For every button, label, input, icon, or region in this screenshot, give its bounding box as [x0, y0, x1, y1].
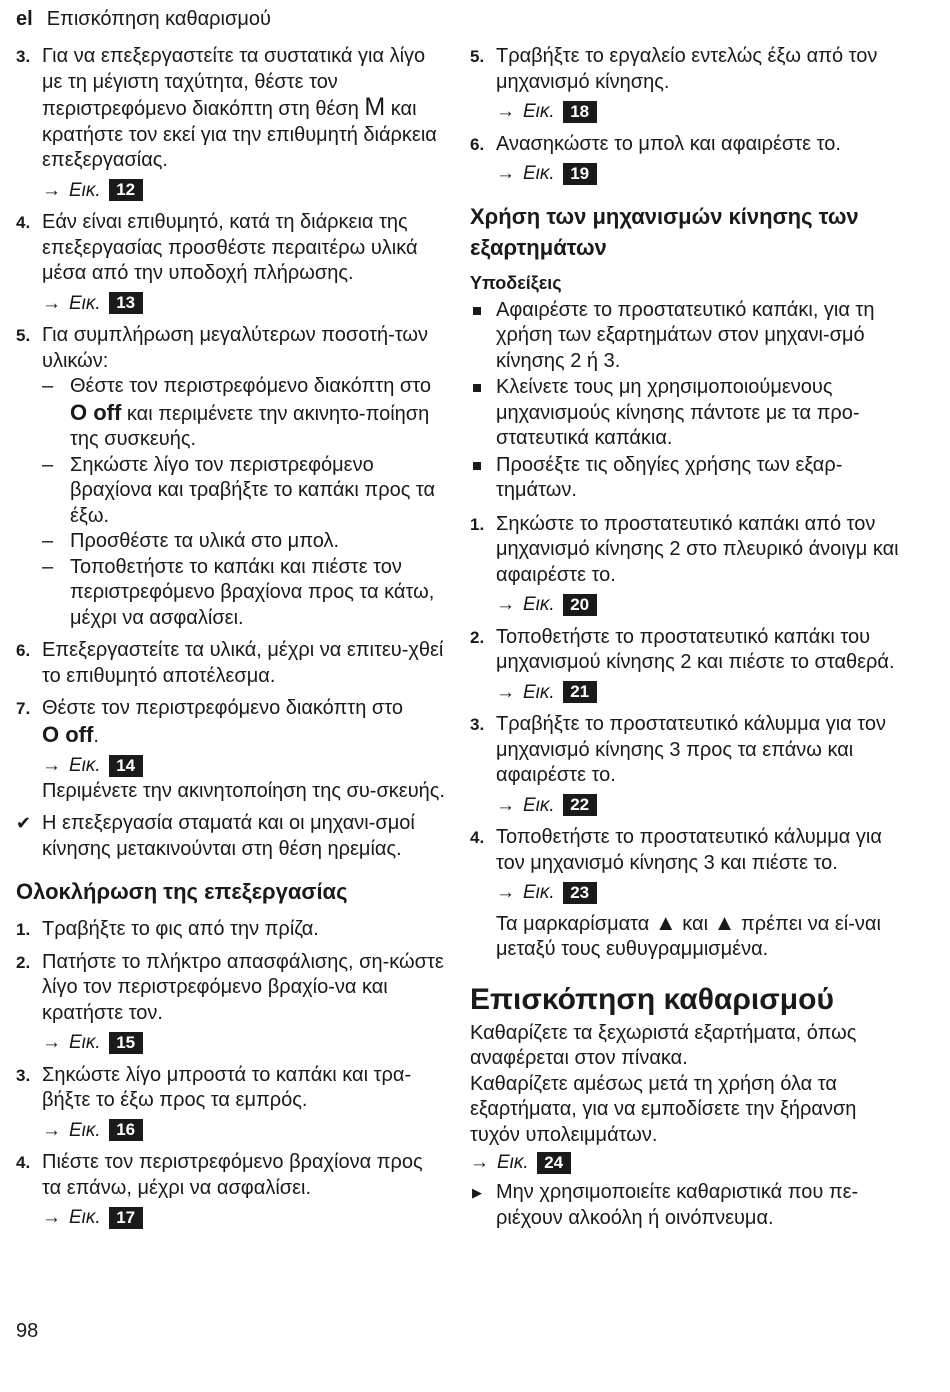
step-text: Πιέστε τον περιστρεφόμενο βραχίονα προς τα επάνω, μέχρι να ασφαλίσει.	[42, 1151, 423, 1199]
step-text: Τραβήξτε το προστατευτικό κάλυμμα για τον μηχανισμό κίνησης 3 προς τα επάνω και αφαιρέστε το.	[496, 713, 887, 786]
fig-label: Εικ.	[69, 1032, 101, 1053]
substep: – Τοποθετήστε το καπάκι και πιέστε τον περιστρεφόμενο βραχίονα προς τα κάτω, μέχρι να ασφαλίσει.	[42, 555, 435, 629]
step-number: 6.	[16, 641, 31, 660]
step-text: Τραβήξτε το φις από την πρίζα.	[42, 918, 319, 940]
note-text: Αφαιρέστε το προστατευτικό καπάκι, για τη χρήση των εξαρτημάτων στον μηχανι-σμό κίνησης 2 ή 3.	[496, 298, 875, 372]
square-bullet-icon	[473, 462, 481, 470]
cleaning-paragraph-2: Καθαρίζετε αμέσως μετά τη χρήση όλα τα εξαρτήματα, για να εμποδίσετε την ξήρανση τυχόν υπολειμμάτων.	[470, 1072, 857, 1146]
triangle-marker-icon: ▲	[654, 909, 677, 935]
step-number: 5.	[470, 47, 485, 66]
arrow-icon: →	[496, 794, 515, 816]
arrow-icon: →	[42, 1032, 61, 1053]
fig-label: Εικ.	[69, 1207, 101, 1228]
step-text: Για να επεξεργαστείτε τα συστατικά για λίγο με τη μέγιστη ταχύτητα, θέστε τον περιστρεφόμενο διακόπτη στη θέση	[42, 45, 426, 120]
arrow-icon: →	[496, 594, 515, 615]
fig-label: Εικ.	[69, 292, 101, 314]
figure-ref	[470, 1152, 910, 1174]
figure-ref	[42, 1205, 446, 1231]
figure-ref	[42, 178, 446, 204]
step-number: 3.	[470, 715, 485, 734]
step-text: Τοποθετήστε το προστατευτικό καπάκι του μηχανισμού κίνησης 2 και πιέστε το σταθερά.	[496, 625, 895, 673]
step-6	[16, 638, 446, 689]
section-heading-drives: Χρήση των μηχανισμών κίνησης των εξαρτημάτων	[470, 203, 859, 260]
fig-label: Εικ.	[523, 101, 555, 122]
drive-step-4	[470, 825, 910, 963]
finish-step-3	[16, 1063, 446, 1144]
drive-step-1	[470, 512, 910, 618]
step-number: 2.	[16, 952, 31, 972]
fig-number: 23	[563, 882, 597, 904]
note-item	[470, 375, 910, 452]
substep: – Θέστε τον περιστρεφόμενο διακόπτη στο O off και περιμένετε την ακινητο-ποίηση της συσκευής.	[42, 375, 431, 450]
substep: – Σηκώστε λίγο τον περιστρεφόμενο βραχίονα και τραβήξτε το καπάκι προς τα έξω.	[42, 453, 436, 527]
warning-item	[470, 1180, 910, 1231]
note-text: Προσέξτε τις οδηγίες χρήσης των εξαρ-τημάτων.	[496, 453, 843, 501]
section-heading-cleaning: Επισκόπηση καθαρισμού	[470, 982, 834, 1016]
fig-number: 22	[563, 794, 597, 816]
step-text: Πατήστε το πλήκτρο απασφάλισης, ση-κώστε λίγο τον περιστρεφόμενο βραχίο-να και κρατήστε τον.	[42, 950, 444, 1024]
step-text: Σηκώστε το προστατευτικό καπάκι από τον μηχανισμό κίνησης 2 στο πλευρικό άνοιγμ και αφαιρέστε το.	[496, 512, 899, 586]
arrow-icon: →	[42, 292, 61, 314]
page-header	[16, 8, 271, 31]
fig-number: 24	[537, 1152, 571, 1174]
finish-step-2	[16, 950, 446, 1056]
fig-label: Εικ.	[523, 882, 555, 903]
fig-number: 13	[109, 292, 143, 314]
triangle-bullet-icon: ▶	[472, 1185, 482, 1200]
result-line	[16, 811, 446, 862]
check-icon: ✔	[16, 813, 32, 833]
arrow-icon: →	[496, 163, 515, 184]
arrow-icon: →	[496, 681, 515, 703]
figure-ref	[496, 161, 910, 187]
notes-heading: Υποδείξεις	[470, 272, 562, 293]
substep-text: Προσθέστε τα υλικά στο μπολ.	[70, 530, 340, 552]
substep: – Προσθέστε τα υλικά στο μπολ.	[42, 530, 340, 552]
fig-label: Εικ.	[523, 681, 555, 703]
cleaning-paragraph-1: Καθαρίζετε τα ξεχωριστά εξαρτήματα, όπως αναφέρεται στον πίνακα.	[470, 1021, 857, 1069]
note-item	[470, 298, 910, 375]
arrow-icon: →	[470, 1152, 489, 1173]
step-text: Σηκώστε λίγο μπροστά το καπάκι και τρα-βήξτε το έξω προς τα εμπρός.	[42, 1063, 412, 1111]
step-number: 4.	[16, 213, 31, 232]
fig-number: 19	[563, 163, 597, 185]
warning-text: Μην χρησιμοποιείτε καθαριστικά που πε-ριέχουν αλκοόλη ή οινόπνευμα.	[496, 1181, 859, 1229]
substep-text: Τοποθετήστε το καπάκι και πιέστε τον περιστρεφόμενο βραχίονα προς τα κάτω, μέχρι να ασφαλίσει.	[70, 555, 435, 629]
step-text: Θέστε τον περιστρεφόμενο διακόπτη στο	[42, 697, 403, 719]
step-5	[16, 323, 446, 631]
triangle-marker-icon: ▲	[713, 909, 736, 935]
note-text: Κλείνετε τους μη χρησιμοποιούμενους μηχανισμούς κίνησης πάντοτε με τα προ-στατευτικά καπάκια.	[496, 376, 860, 449]
finish-step-4	[16, 1150, 446, 1231]
step-number: 2.	[470, 627, 485, 647]
alignment-note	[496, 910, 910, 963]
note-item	[470, 453, 910, 504]
step-3	[16, 44, 446, 203]
arrow-icon: →	[42, 1207, 61, 1228]
step-text-cont: και κρατήστε τον εκεί για την επιθυμητή διάρκεια επεξεργασίας.	[42, 98, 437, 171]
fig-label: Εικ.	[69, 1119, 101, 1141]
max-speed-symbol: M	[364, 93, 386, 121]
step-number: 4.	[16, 1153, 31, 1172]
fig-label: Εικ.	[497, 1152, 529, 1173]
off-symbol: O off	[42, 721, 94, 747]
step-4	[16, 210, 446, 316]
language-code: el	[16, 8, 33, 30]
arrow-icon: →	[42, 755, 61, 776]
note-text: πρέπει να εί-ναι μεταξύ τους ευθυγραμμισμένα.	[496, 912, 881, 960]
figure-ref	[496, 99, 910, 125]
fig-label: Εικ.	[69, 179, 101, 201]
square-bullet-icon	[473, 384, 481, 392]
note-text: Τα μαρκαρίσματα	[496, 912, 650, 935]
header-title: Επισκόπηση καθαρισμού	[46, 8, 271, 30]
step-number: 1.	[16, 920, 31, 939]
step-number: 6.	[470, 134, 485, 154]
step-text: Ανασηκώστε το μπολ και αφαιρέστε το.	[496, 132, 841, 155]
fig-label: Εικ.	[69, 755, 101, 776]
step-number: 5.	[16, 326, 31, 345]
figure-ref	[496, 793, 910, 819]
square-bullet-icon	[473, 307, 481, 315]
step-text: Τοποθετήστε το προστατευτικό κάλυμμα για τον μηχανισμό κίνησης 3 και πιέστε το.	[496, 826, 882, 874]
fig-number: 12	[109, 179, 143, 201]
fig-number: 20	[563, 594, 597, 616]
step-text: Τραβήξτε το εργαλείο εντελώς έξω από τον μηχανισμό κίνησης.	[496, 45, 878, 93]
note-text: και	[682, 912, 709, 935]
drive-step-3	[470, 712, 910, 818]
figure-ref	[42, 291, 446, 317]
substep-text-cont: και περιμένετε την ακινητο-ποίηση της συσκευής.	[70, 402, 430, 450]
fig-label: Εικ.	[523, 594, 555, 615]
figure-ref	[496, 880, 910, 906]
step-6-lift-bowl	[470, 132, 910, 187]
step-7: 7. Θέστε τον περιστρεφόμενο διακόπτη στο O off. → Εικ. 14 Περιμένετε την ακινητοποίηση της συ-σκευής.	[16, 696, 446, 804]
fig-number: 18	[563, 101, 597, 123]
step-text: Για συμπλήρωση μεγαλύτερων ποσοτή-των υλικών:	[42, 324, 429, 372]
arrow-icon: →	[496, 101, 515, 122]
fig-label: Εικ.	[523, 794, 555, 816]
arrow-icon: →	[496, 882, 515, 903]
figure-ref	[496, 680, 910, 706]
fig-number: 14	[109, 755, 143, 777]
fig-number: 21	[563, 681, 597, 703]
arrow-icon: →	[42, 179, 61, 201]
fig-number: 15	[109, 1032, 143, 1054]
substep-text: Σηκώστε λίγο τον περιστρεφόμενο βραχίονα και τραβήξτε το καπάκι προς τα έξω.	[70, 453, 436, 527]
page-number: 98	[16, 1320, 39, 1342]
figure-ref	[496, 592, 910, 618]
finish-step-1	[16, 917, 446, 943]
fig-number: 17	[109, 1207, 143, 1229]
step-number: 4.	[470, 828, 485, 847]
left-column	[16, 44, 446, 1238]
substep-text: Θέστε τον περιστρεφόμενο διακόπτη στο	[70, 375, 431, 397]
step-number: 3.	[16, 1065, 31, 1085]
step-number: 7.	[16, 699, 31, 718]
step-text: Εάν είναι επιθυμητό, κατά τη διάρκεια της επεξεργασίας προσθέστε περαιτέρω υλικά μέσα από την υποδοχή πλήρωσης.	[42, 211, 418, 284]
right-column	[470, 44, 910, 1232]
off-symbol: O off	[70, 399, 122, 425]
figure-ref	[42, 1118, 446, 1144]
step-text: Επεξεργαστείτε τα υλικά, μέχρι να επιτευ-χθεί το επιθυμητό αποτέλεσμα.	[42, 639, 444, 687]
figure-ref	[42, 753, 446, 779]
step-number: 1.	[470, 514, 485, 534]
arrow-icon: →	[42, 1119, 61, 1141]
step-note: Περιμένετε την ακινητοποίηση της συ-σκευής.	[42, 779, 445, 802]
figure-ref	[42, 1030, 446, 1056]
drive-step-2	[470, 625, 910, 706]
section-heading-finish: Ολοκλήρωση της επεξεργασίας	[16, 879, 348, 904]
result-text: Η επεξεργασία σταματά και οι μηχανι-σμοί κίνησης μετακινούνται στη θέση ηρεμίας.	[42, 812, 415, 860]
step-number: 3.	[16, 47, 31, 66]
step-5-remove-tool	[470, 44, 910, 125]
fig-number: 16	[109, 1119, 143, 1141]
fig-label: Εικ.	[523, 163, 555, 184]
